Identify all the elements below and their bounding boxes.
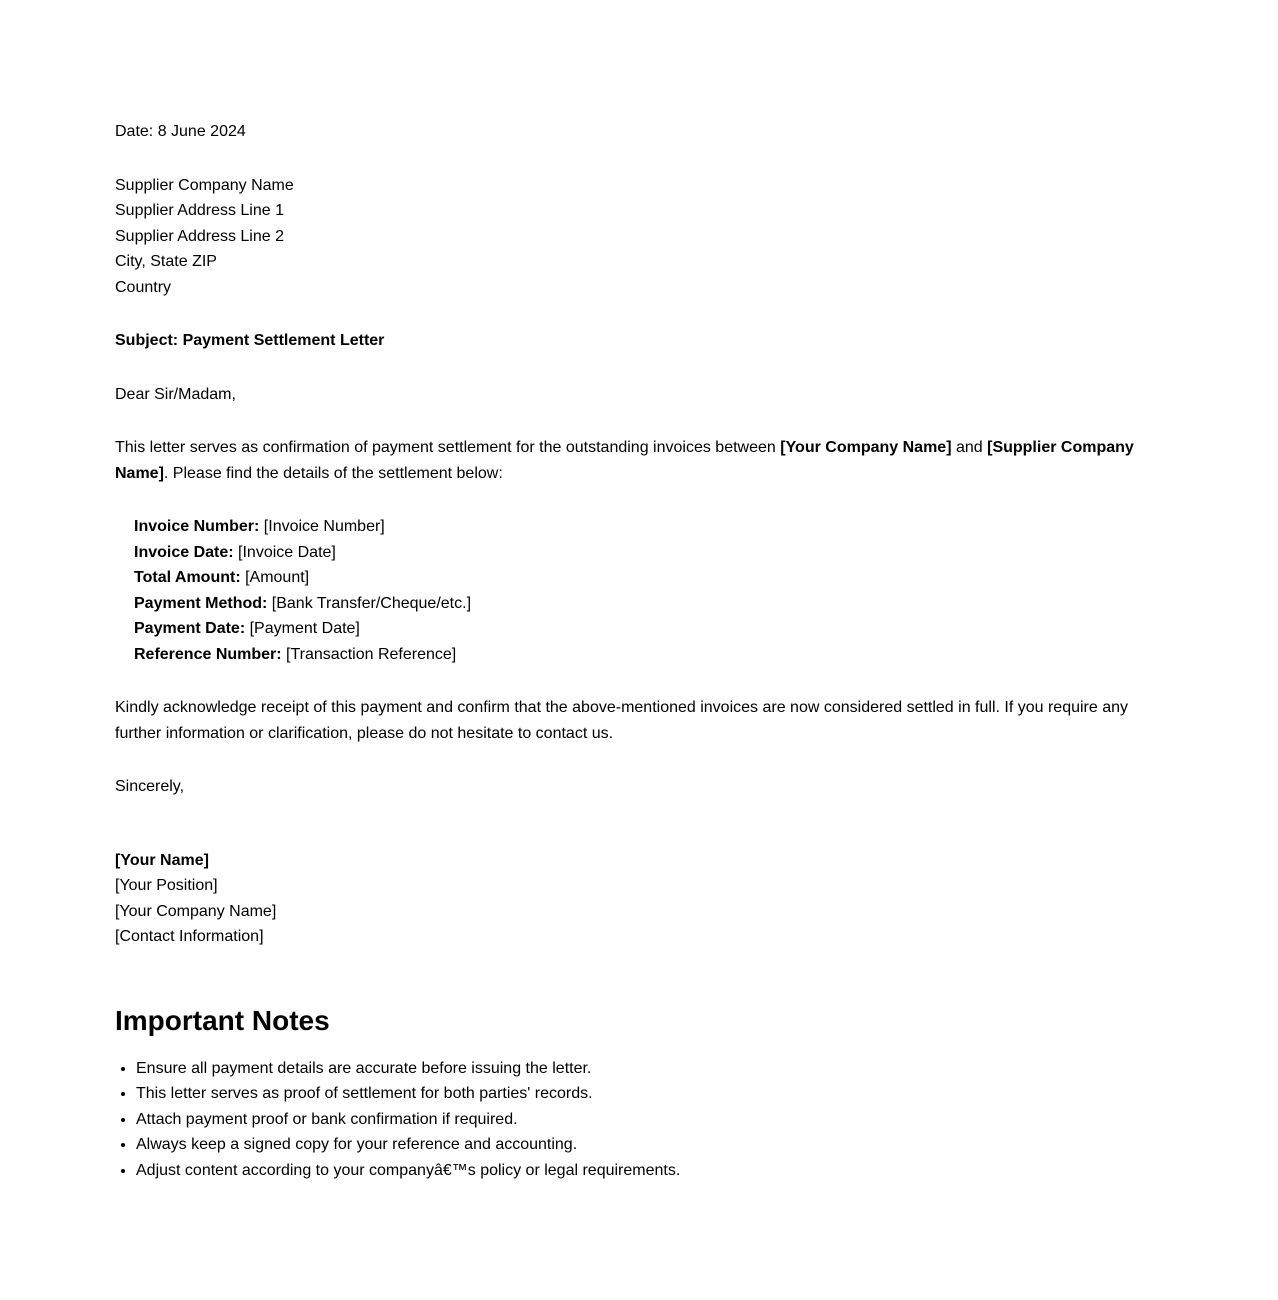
sign-off: Sincerely, [115, 778, 185, 795]
note-item: • Adjust content according to your companyâ€™s policy or legal requirements. [136, 1158, 1134, 1184]
signature-block [115, 848, 1134, 950]
intro-paragraph [115, 435, 1134, 486]
important-notes-heading: Important Notes [115, 1004, 330, 1036]
note-item: • This letter serves as proof of settlement for both parties' records. [136, 1081, 1134, 1107]
note-item: • Always keep a signed copy for your reference and accounting. [136, 1132, 1134, 1158]
address-line: Country [115, 278, 172, 296]
closing-paragraph: Kindly acknowledge receipt of this payment and confirm that the above-mentioned invoices are now considered settled in full. If you require any further information or clarification, please do not hesitate to contact us. [115, 699, 1129, 742]
signature-line: [Contact Information] [115, 928, 264, 945]
address-line: Supplier Company Name [115, 176, 294, 194]
note-item: • Ensure all payment details are accurate before issuing the letter. [136, 1056, 1134, 1082]
settlement-detail-item: Invoice Date: [Invoice Date] [134, 543, 336, 561]
text: . Please find the details of the settlement below: [163, 464, 503, 482]
bold-text: [Supplier Company Name] [115, 439, 1134, 482]
settlement-detail-item: Invoice Number: [Invoice Number] [134, 518, 385, 535]
recipient-address-block [115, 173, 1134, 301]
date-line: Date: 8 June 2024 [115, 123, 246, 140]
settlement-details-list [115, 514, 1134, 667]
settlement-detail-item: Payment Date: [Payment Date] [134, 620, 360, 637]
salutation: Dear Sir/Madam, [115, 385, 236, 403]
important-notes-list [115, 1056, 1134, 1184]
address-line: Supplier Address Line 1 [115, 202, 284, 219]
address-line: Supplier Address Line 2 [115, 227, 284, 245]
signature-line: [Your Name] [115, 851, 209, 869]
text: This letter serves as confirmation of payment settlement for the outstanding invoices between [115, 439, 781, 456]
settlement-detail-item: Payment Method: [Bank Transfer/Cheque/etc.] [134, 594, 472, 612]
subject-line [115, 328, 1134, 354]
bold-text: [Your Company Name] [780, 439, 952, 456]
settlement-detail-item: Total Amount: [Amount] [134, 569, 310, 586]
subject-text: Subject: Payment Settlement Letter [115, 332, 385, 349]
note-item: • Attach payment proof or bank confirmation if required. [136, 1107, 1134, 1133]
signature-line: [Your Position] [115, 877, 218, 894]
text: and [951, 439, 988, 456]
settlement-detail-item: Reference Number: [Transaction Reference] [134, 645, 457, 663]
signature-line: [Your Company Name] [115, 902, 277, 920]
address-line: City, State ZIP [115, 253, 217, 270]
